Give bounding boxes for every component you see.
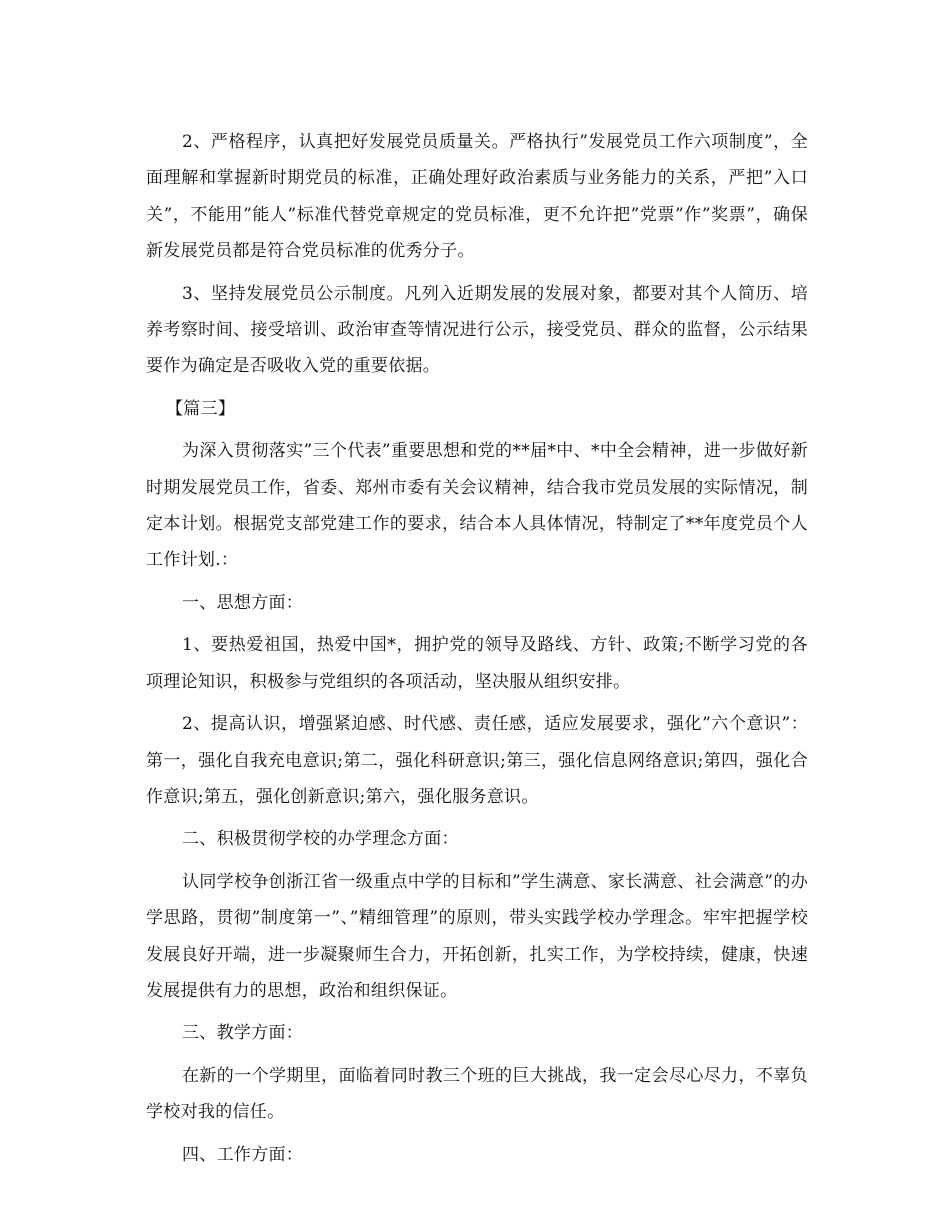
heading-school-philosophy: 二、积极贯彻学校的办学理念方面： — [182, 829, 459, 850]
paragraph-publicity-system: 3、坚持发展党员公示制度。凡列入近期发展的发展对象，都要对其个人简历、培养考察时间、接受培训、政治审查等情况进行公示，接受党员、群众的监督，公示结果要作为确定是否吸收入党的重要依据。 — [146, 283, 808, 377]
heading-ideology: 一、思想方面： — [182, 592, 304, 613]
paragraph-teaching: 在新的一个学期里，面临着同时教三个班的巨大挑战，我一定会尽心尽力，不辜负学校对我的信任。 — [146, 1065, 808, 1123]
paragraph-six-awareness: 2、提高认识，增强紧迫感、时代感、责任感，适应发展要求，强化”六个意识”：第一，强化自我充电意识;第二，强化科研意识;第三，强化信息网络意识;第四，强化合作意识;第五，强化创新意识;第六，强化服务意识。 — [146, 714, 808, 807]
heading-work: 四、工作方面： — [182, 1144, 304, 1165]
heading-teaching: 三、教学方面： — [182, 1023, 304, 1044]
paragraph-love-country: 1、要热爱祖国，热爱中国*，拥护党的领导及路线、方针、政策;不断学习党的各项理论知识，积极参与党组织的各项活动，坚决服从组织安排。 — [146, 635, 808, 692]
paragraph-introduction: 为深入贯彻落实”三个代表”重要思想和党的**届*中、*中全会精神，进一步做好新时期发展党员工作，省委、郑州市委有关会议精神，结合我市党员发展的实际情况，制定本计划。根据党支部党建工作的要求，结合本人具体情况，特制定了**年度党员个人工作计划.： — [146, 441, 808, 571]
paragraph-school-goal: 认同学校争创浙江省一级重点中学的目标和”学生满意、家长满意、社会满意”的办学思路，贯彻”制度第一”、”精细管理”的原则，带头实践学校办学理念。牢牢把握学校发展良好开端，进一步凝聚师生合力，开拓创新，扎实工作，为学校持续，健康，快速发展提供有力的思想，政治和组织保证。 — [146, 871, 808, 1001]
paragraph-quality-control: 2、严格程序，认真把好发展党员质量关。严格执行”发展党员工作六项制度”，全面理解和掌握新时期党员的标准，正确处理好政治素质与业务能力的关系，严把”入口关”，不能用”能人”标准代替党章规定的党员标准，更不允许把”党票”作”奖票”，确保新发展党员都是符合党员标准的优秀分子。 — [146, 132, 808, 262]
document-body — [146, 124, 808, 1179]
section-heading-part-three: 【篇三】 — [166, 398, 236, 419]
